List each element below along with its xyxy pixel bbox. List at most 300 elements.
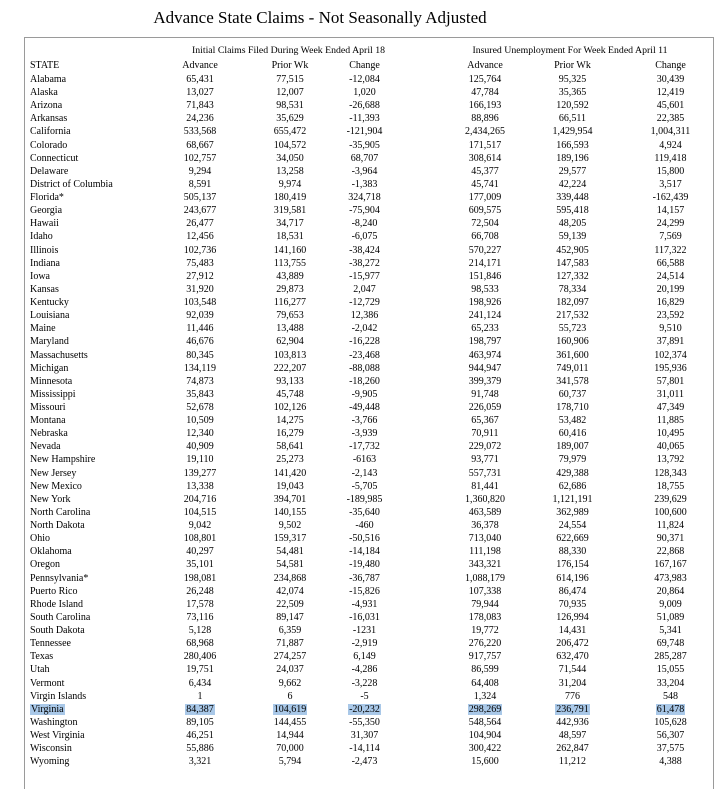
insured-advance-cell <box>459 585 511 598</box>
insured-change-cell <box>643 572 698 585</box>
state-name-value: Alaska <box>30 87 58 99</box>
initial-prior-week-value: 19,043 <box>276 480 304 492</box>
initial-advance-cell <box>175 480 225 493</box>
state-name-cell <box>30 729 85 742</box>
state-name-cell <box>30 244 58 257</box>
initial-change-cell <box>337 309 392 322</box>
insured-advance-value: 86,599 <box>471 664 499 676</box>
insured-prior-week-cell <box>545 506 600 519</box>
insured-advance-cell <box>459 73 511 86</box>
initial-change-cell <box>337 296 392 309</box>
initial-advance-value: 505,137 <box>183 192 217 204</box>
insured-prior-week-cell <box>545 99 600 112</box>
state-name-cell <box>30 650 53 663</box>
initial-advance-value: 10,509 <box>186 415 214 427</box>
insured-advance-cell <box>459 335 511 348</box>
initial-prior-week-cell <box>265 755 315 768</box>
insured-advance-value: 111,198 <box>469 546 501 558</box>
initial-change-value: 1,020 <box>353 87 376 99</box>
initial-prior-week-cell <box>265 493 315 506</box>
table-row <box>0 598 724 611</box>
table-row <box>0 270 724 283</box>
insured-advance-cell <box>459 467 511 480</box>
initial-prior-week-value: 22,509 <box>276 598 304 610</box>
insured-prior-week-value: 361,600 <box>556 349 589 361</box>
report-title: Advance State Claims - Not Seasonally Adjusted <box>153 8 487 27</box>
insured-prior-week-value: 79,979 <box>558 454 587 466</box>
insured-advance-cell <box>459 375 511 388</box>
initial-advance-value: 11,446 <box>186 323 214 335</box>
insured-change-value: 24,514 <box>656 270 685 282</box>
initial-prior-week-value: 113,755 <box>273 257 307 269</box>
insured-prior-week-cell <box>545 480 600 493</box>
insured-prior-week-cell <box>545 204 600 217</box>
initial-change-cell <box>337 139 392 152</box>
insured-change-cell <box>643 493 698 506</box>
insured-advance-value: 308,614 <box>468 152 502 164</box>
insured-advance-value: 463,974 <box>468 349 502 361</box>
initial-advance-value: 9,042 <box>188 520 212 532</box>
insured-change-cell <box>643 624 698 637</box>
insured-change-value: 45,601 <box>656 100 685 112</box>
initial-prior-week-value: 13,258 <box>276 165 304 177</box>
initial-prior-week-cell <box>265 178 315 191</box>
insured-prior-week-cell <box>545 467 600 480</box>
table-row <box>0 716 724 729</box>
initial-advance-cell <box>175 427 225 440</box>
insured-prior-week-cell <box>545 296 600 309</box>
initial-prior-week-cell <box>265 572 315 585</box>
initial-advance-cell <box>175 204 225 217</box>
initial-prior-week-cell <box>265 585 315 598</box>
initial-change-cell <box>337 493 392 506</box>
table-row <box>0 244 724 257</box>
initial-change-value: -23,468 <box>349 349 380 361</box>
table-row <box>0 453 724 466</box>
state-name-value: Washington <box>30 716 78 728</box>
state-name-value: Idaho <box>30 231 53 243</box>
insured-advance-value: 609,575 <box>468 205 502 217</box>
insured-change-cell <box>643 86 698 99</box>
state-name-value: Alabama <box>30 74 67 85</box>
state-name-cell <box>30 519 85 532</box>
initial-advance-cell <box>175 73 225 86</box>
insured-prior-week-cell <box>545 637 600 650</box>
insured-prior-week-value: 1,429,954 <box>552 126 593 138</box>
insured-prior-week-cell <box>545 493 600 506</box>
initial-advance-cell <box>175 755 225 768</box>
initial-advance-cell <box>175 349 225 362</box>
insured-prior-week-value: 176,154 <box>556 559 589 571</box>
initial-prior-week-cell <box>265 139 315 152</box>
table-row <box>0 690 724 703</box>
initial-advance-cell <box>175 322 225 335</box>
initial-advance-value: 26,477 <box>186 218 214 230</box>
insured-change-value: 7,569 <box>659 231 682 243</box>
insured-advance-value: 300,422 <box>468 743 502 755</box>
initial-prior-week-value: 14,275 <box>276 415 304 427</box>
insured-change-value: 30,439 <box>656 74 685 85</box>
initial-change-value: -88,088 <box>349 362 380 374</box>
insured-advance-cell <box>459 309 511 322</box>
initial-change-cell <box>337 244 392 257</box>
initial-advance-cell <box>175 191 225 204</box>
state-name-cell <box>30 414 66 427</box>
initial-advance-value: 92,039 <box>186 310 214 322</box>
state-name-value: Tennessee <box>30 638 71 650</box>
insured-prior-week-value: 776 <box>565 690 580 702</box>
insured-prior-week-value: 442,936 <box>556 716 589 728</box>
insured-prior-week-cell <box>545 611 600 624</box>
insured-advance-value: 81,441 <box>471 480 499 492</box>
insured-prior-week-cell <box>545 519 600 532</box>
state-name-cell <box>30 585 78 598</box>
insured-change-cell <box>643 165 698 178</box>
initial-change-value: -15,826 <box>349 585 380 597</box>
initial-advance-value: 533,568 <box>183 126 217 138</box>
state-name-value: New Mexico <box>30 480 82 492</box>
initial-prior-week-cell <box>265 283 315 296</box>
insured-change-cell <box>643 453 698 466</box>
initial-advance-cell <box>175 663 225 676</box>
insured-prior-week-value: 632,470 <box>556 651 589 663</box>
state-name-value: Arkansas <box>30 113 68 125</box>
insured-prior-week-value: 236,791 <box>556 703 589 715</box>
initial-prior-week-value: 144,455 <box>273 716 307 728</box>
initial-prior-week-value: 141,160 <box>273 244 307 256</box>
initial-advance-value: 13,027 <box>186 87 214 99</box>
initial-change-value: -3,228 <box>351 677 378 689</box>
state-name-cell <box>30 716 78 729</box>
initial-advance-value: 80,345 <box>186 349 214 361</box>
initial-prior-week-value: 24,037 <box>276 664 304 676</box>
initial-prior-week-cell <box>265 152 315 165</box>
insured-change-value: 22,385 <box>656 113 685 125</box>
state-name-cell <box>30 217 59 230</box>
insured-prior-week-cell <box>545 572 600 585</box>
initial-advance-value: 71,843 <box>186 100 214 112</box>
initial-prior-week-value: 103,813 <box>273 349 307 361</box>
initial-prior-week-value: 5,794 <box>278 756 302 768</box>
initial-change-value: 324,718 <box>348 192 381 204</box>
initial-change-cell <box>337 598 392 611</box>
initial-change-cell <box>337 703 392 716</box>
initial-change-value: -55,350 <box>349 716 380 728</box>
table-row <box>0 152 724 165</box>
insured-prior-week-cell <box>545 257 600 270</box>
initial-prior-week-value: 70,000 <box>276 743 304 755</box>
insured-advance-value: 178,083 <box>468 611 502 623</box>
insured-advance-cell <box>459 257 511 270</box>
initial-advance-cell <box>175 611 225 624</box>
insured-change-cell <box>643 558 698 571</box>
state-name-cell <box>30 703 65 716</box>
insured-change-cell <box>643 703 698 716</box>
initial-change-value: -1,383 <box>351 178 378 190</box>
initial-change-value: -460 <box>355 520 374 532</box>
insured-advance-value: 93,771 <box>471 454 499 466</box>
initial-prior-week-cell <box>265 335 315 348</box>
initial-prior-week-value: 9,974 <box>278 178 302 190</box>
insured-prior-week-cell <box>545 191 600 204</box>
initial-change-value: -19,480 <box>349 559 380 571</box>
initial-advance-cell <box>175 99 225 112</box>
state-name-cell <box>30 152 78 165</box>
initial-change-cell <box>337 637 392 650</box>
initial-prior-week-value: 35,629 <box>276 113 304 125</box>
insured-change-cell <box>643 716 698 729</box>
initial-advance-cell <box>175 335 225 348</box>
initial-advance-cell <box>175 414 225 427</box>
state-name-cell <box>30 362 68 375</box>
initial-change-cell <box>337 585 392 598</box>
insured-advance-value: 91,748 <box>471 388 499 400</box>
insured-advance-value: 15,600 <box>471 756 499 768</box>
state-name-cell <box>30 558 60 571</box>
state-name-value: Michigan <box>30 362 69 374</box>
insured-change-cell <box>643 637 698 650</box>
state-name-cell <box>30 375 72 388</box>
initial-advance-cell <box>175 598 225 611</box>
insured-advance-value: 557,731 <box>468 467 502 479</box>
table-row <box>0 362 724 375</box>
state-name-value: California <box>30 126 71 138</box>
insured-change-value: -162,439 <box>652 192 689 204</box>
insured-advance-cell <box>459 178 511 191</box>
state-name-cell <box>30 440 61 453</box>
initial-prior-week-cell <box>265 506 315 519</box>
state-name-cell <box>30 191 64 204</box>
initial-advance-cell <box>175 125 225 138</box>
state-name-value: Georgia <box>30 205 63 217</box>
initial-advance-value: 102,736 <box>183 244 217 256</box>
insured-prior-week-cell <box>545 139 600 152</box>
insured-prior-week-cell <box>545 309 600 322</box>
state-name-cell <box>30 493 71 506</box>
insured-change-cell <box>643 244 698 257</box>
initial-prior-week-cell <box>265 650 315 663</box>
initial-advance-cell <box>175 453 225 466</box>
initial-prior-week-value: 274,257 <box>273 651 307 663</box>
table-row <box>0 493 724 506</box>
initial-change-cell <box>337 716 392 729</box>
initial-advance-cell <box>175 401 225 414</box>
state-name-cell <box>30 401 66 414</box>
initial-advance-cell <box>175 152 225 165</box>
insured-change-cell <box>643 283 698 296</box>
initial-prior-week-value: 104,572 <box>273 139 307 151</box>
initial-prior-week-cell <box>265 663 315 676</box>
insured-prior-week-value: 59,139 <box>558 231 587 243</box>
insured-prior-week-value: 55,723 <box>558 323 587 335</box>
insured-advance-value: 917,757 <box>468 651 502 663</box>
insured-change-value: 1,004,311 <box>650 126 691 138</box>
initial-change-value: 6,149 <box>353 651 376 663</box>
initial-prior-week-value: 141,420 <box>273 467 307 479</box>
insured-advance-cell <box>459 611 511 624</box>
initial-prior-week-cell <box>265 637 315 650</box>
insured-advance-cell <box>459 493 511 506</box>
initial-change-value: -2,042 <box>351 323 378 335</box>
state-name-cell <box>30 598 83 611</box>
initial-advance-value: 65,431 <box>186 74 214 85</box>
table-row <box>0 178 724 191</box>
insured-advance-value: 226,059 <box>468 402 502 413</box>
table-row <box>0 506 724 519</box>
table-row <box>0 257 724 270</box>
initial-advance-cell <box>175 532 225 545</box>
insured-change-value: 61,478 <box>656 703 685 715</box>
initial-advance-value: 46,676 <box>186 336 214 348</box>
initial-prior-week-value: 45,748 <box>276 388 304 400</box>
insured-change-cell <box>643 230 698 243</box>
initial-change-value: 68,707 <box>350 152 379 164</box>
initial-prior-week-value: 18,531 <box>276 231 304 243</box>
state-name-value: Florida* <box>30 192 64 204</box>
initial-advance-value: 280,406 <box>183 651 217 663</box>
insured-change-value: 11,885 <box>656 415 685 427</box>
initial-change-cell <box>337 401 392 414</box>
initial-advance-cell <box>175 178 225 191</box>
insured-prior-week-value: 429,388 <box>556 467 589 479</box>
insured-prior-week-cell <box>545 532 600 545</box>
insured-advance-cell <box>459 296 511 309</box>
initial-prior-week-value: 13,488 <box>276 323 304 335</box>
insured-prior-week-cell <box>545 362 600 375</box>
table-row <box>0 480 724 493</box>
state-name-value: Kentucky <box>30 297 69 309</box>
initial-change-cell <box>337 558 392 571</box>
initial-prior-week-value: 9,662 <box>278 677 302 689</box>
insured-change-value: 24,299 <box>656 218 685 230</box>
initial-advance-value: 3,321 <box>188 756 212 768</box>
initial-advance-cell <box>175 690 225 703</box>
initial-prior-week-cell <box>265 309 315 322</box>
initial-change-cell <box>337 414 392 427</box>
insured-change-value: 473,983 <box>654 572 687 584</box>
initial-advance-value: 19,110 <box>186 454 214 466</box>
initial-prior-week-cell <box>265 467 315 480</box>
insured-advance-value: 214,171 <box>468 257 502 269</box>
insured-advance-cell <box>459 598 511 611</box>
state-name-cell <box>30 309 69 322</box>
initial-prior-week-cell <box>265 349 315 362</box>
state-name-cell <box>30 270 50 283</box>
insured-change-cell <box>643 598 698 611</box>
initial-change-value: -36,787 <box>349 572 380 584</box>
initial-change-value: -14,184 <box>349 546 380 558</box>
initial-prior-week-cell <box>265 230 315 243</box>
initial-advance-value: 68,667 <box>186 139 214 151</box>
initial-advance-value: 31,920 <box>186 283 214 295</box>
state-name-value: Wyoming <box>30 756 70 768</box>
insured-advance-cell <box>459 480 511 493</box>
initial-advance-cell <box>175 545 225 558</box>
initial-advance-value: 40,909 <box>186 441 214 453</box>
initial-prior-week-value: 222,207 <box>273 362 307 374</box>
insured-change-cell <box>643 663 698 676</box>
initial-advance-value: 12,340 <box>186 428 214 440</box>
initial-prior-week-value: 655,472 <box>273 126 307 138</box>
initial-prior-week-cell <box>265 519 315 532</box>
table-row <box>0 585 724 598</box>
initial-change-value: -5 <box>360 690 369 702</box>
initial-change-cell <box>337 663 392 676</box>
insured-prior-week-value: 217,532 <box>556 310 589 322</box>
insured-change-value: 23,592 <box>656 310 685 322</box>
initial-change-cell <box>337 191 392 204</box>
table-row <box>0 742 724 755</box>
insured-advance-cell <box>459 453 511 466</box>
state-name-value: New York <box>30 493 71 505</box>
initial-change-cell <box>337 375 392 388</box>
insured-change-value: 9,510 <box>659 323 682 335</box>
state-name-value: Puerto Rico <box>30 585 78 597</box>
state-name-cell <box>30 296 69 309</box>
state-name-cell <box>30 388 76 401</box>
insured-advance-cell <box>459 650 511 663</box>
state-name-value: North Carolina <box>30 506 91 518</box>
insured-prior-week-value: 88,330 <box>558 546 587 558</box>
table-row <box>0 558 724 571</box>
table-row <box>0 230 724 243</box>
state-name-cell <box>30 204 62 217</box>
initial-change-value: -2,143 <box>351 467 378 479</box>
table-row <box>0 139 724 152</box>
insured-advance-value: 36,378 <box>471 520 499 532</box>
initial-prior-week-value: 6,359 <box>278 625 302 637</box>
initial-advance-value: 52,678 <box>186 402 214 413</box>
insured-prior-week-value: 60,737 <box>558 388 587 400</box>
insured-advance-value: 1,088,179 <box>465 572 505 584</box>
initial-change-cell <box>337 112 392 125</box>
state-name-value: Connecticut <box>30 152 79 164</box>
initial-change-cell <box>337 572 392 585</box>
initial-prior-week-value: 58,641 <box>276 441 304 453</box>
insured-prior-week-value: 31,204 <box>558 677 587 689</box>
initial-prior-week-value: 6 <box>287 690 293 702</box>
initial-advance-value: 89,105 <box>186 716 214 728</box>
insured-prior-week-cell <box>545 335 600 348</box>
insured-prior-week-value: 53,482 <box>558 415 587 427</box>
initial-prior-week-value: 54,581 <box>276 559 304 571</box>
initial-change-cell <box>337 73 392 86</box>
insured-change-value: 195,936 <box>654 362 687 374</box>
insured-prior-week-value: 24,554 <box>558 520 587 532</box>
initial-advance-value: 8,591 <box>188 178 212 190</box>
initial-change-cell <box>337 217 392 230</box>
initial-prior-week-cell <box>265 677 315 690</box>
state-name-cell <box>30 532 50 545</box>
state-name-cell <box>30 283 59 296</box>
insured-advance-cell <box>459 125 511 138</box>
state-name-cell <box>30 545 72 558</box>
insured-prior-week-value: 166,593 <box>556 139 589 151</box>
initial-prior-week-cell <box>265 165 315 178</box>
initial-prior-week-cell <box>265 729 315 742</box>
initial-advance-value: 134,119 <box>183 362 217 374</box>
insured-prior-week-cell <box>545 73 600 86</box>
state-name-value: Illinois <box>30 244 59 256</box>
insured-change-cell <box>643 427 698 440</box>
insured-prior-week-cell <box>545 440 600 453</box>
table-row <box>0 572 724 585</box>
table-row <box>0 677 724 690</box>
insured-advance-value: 463,589 <box>468 506 502 518</box>
insured-prior-week-cell <box>545 283 600 296</box>
initial-prior-week-cell <box>265 270 315 283</box>
initial-prior-week-cell <box>265 204 315 217</box>
